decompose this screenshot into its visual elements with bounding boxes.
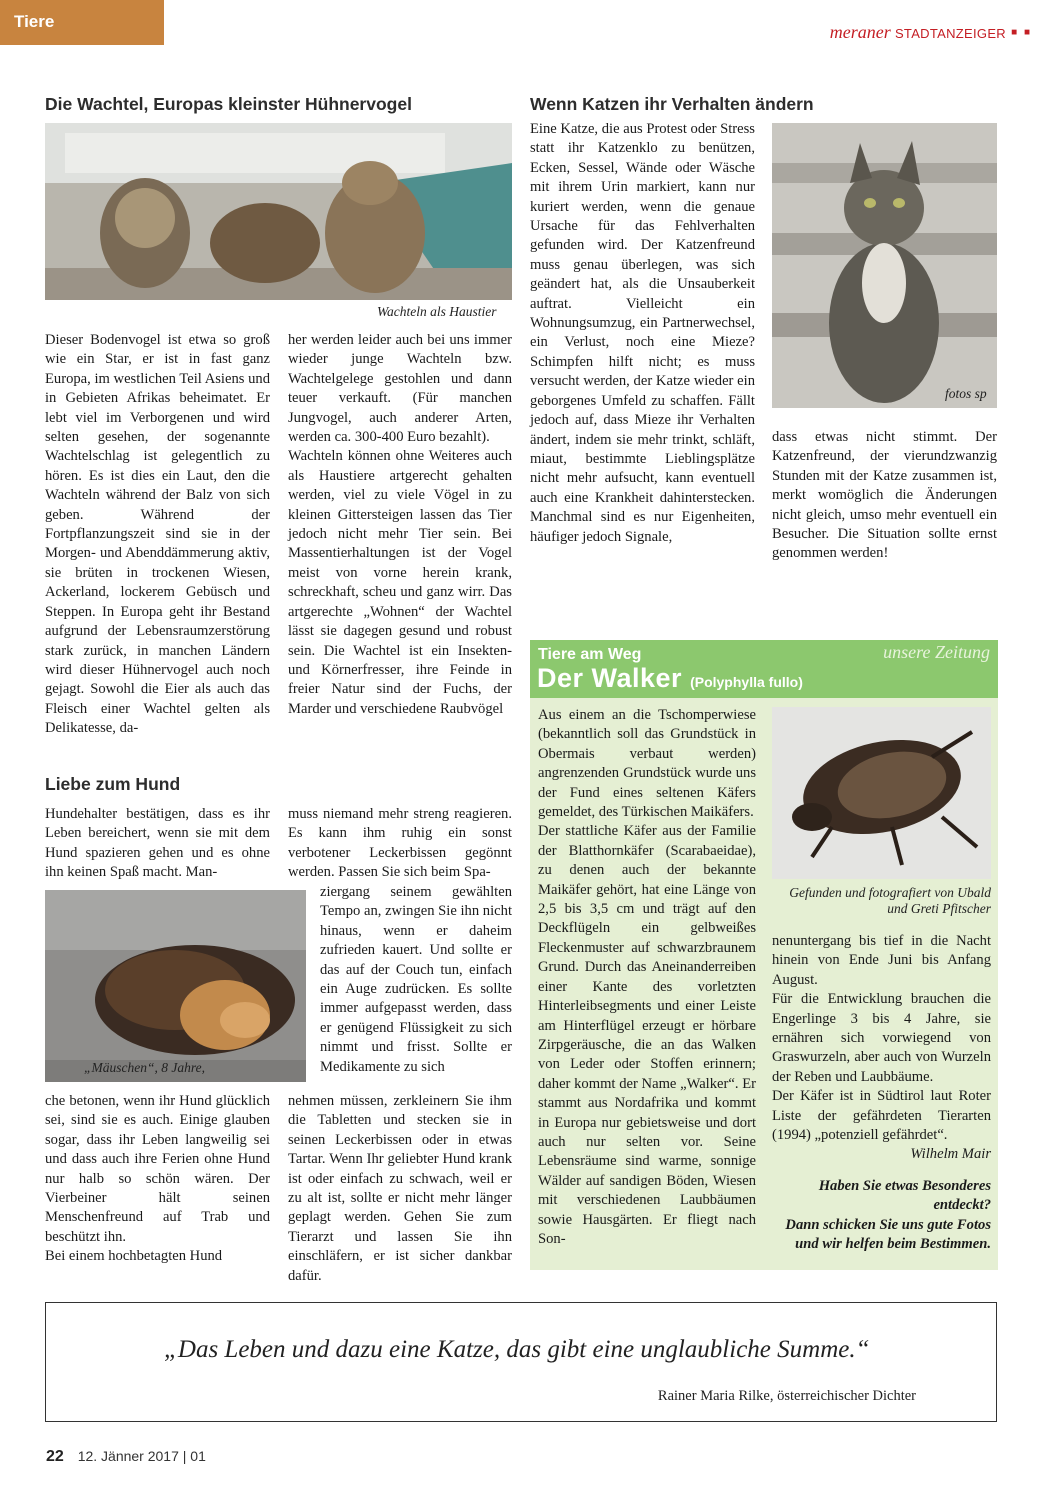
tiere-am-weg-kicker: Tiere am Weg <box>538 646 642 663</box>
wachtel-column-1: Dieser Bodenvogel ist etwa so groß wie ein Star, er ist in fast ganz Europa, im westlichen Teil Asiens und in Gebieten Afrikas beheimatet. Er lebt viel im Verborgenen und wird selten gesehen, der sogenannte Wachtelschlag ist gelegentlich zu hören. Es ist dies ein Laut, den die Wachteln während der Balz von sich geben. Während der Fortpflanzungszeit sind sie in der Morgen- und Abenddämmerung aktiv, sie brüten in trockenen Wiesen, Ackerland, lockerem Gebüsch und Steppen. In Europa geht ihr Bestand aufgrund der Lebensraumzerstörung stark zurück, in manchen Ländern wird dieser Hühnervogel auch noch gejagt. Sowohl die Eier als auch das Fleisch einer Wachtel gelten als Delikatesse, da- <box>45 332 270 737</box>
walker-column-1 <box>538 706 756 1249</box>
quote-author: Rainer Maria Rilke, österreichischer Dichter <box>657 1388 916 1404</box>
walker-title-text: Der Walker <box>537 663 683 693</box>
quote-box <box>45 1302 997 1422</box>
hund-column-2c: nehmen müssen, zerkleinern Sie ihm die Tabletten und stecken sie in seinen Leckerbissen oder in etwas Tartar. Wenn Ihr geliebter Hund krank ist oder einfach zu schwach, weil er zu alt ist, sollte er nicht mehr länger geplagt werden. Gehen Sie zum Tierarzt und lassen Sie ihn einschläfern, er ist sicher dankbar dafür. <box>288 1093 512 1284</box>
hund-column-2a: muss niemand mehr streng reagieren. Es kann ihm ruhig ein sonst verbotener Leckerbissen gegönnt werden. Passen Sie sich beim Spa- <box>288 806 512 881</box>
tiere-am-weg-header <box>530 640 998 698</box>
masthead-dots: ■ ■ <box>1011 27 1032 38</box>
katzen-headline: Wenn Katzen ihr Verhalten ändern <box>530 94 814 114</box>
hund-column-1b-text: che betonen, wenn ihr Hund glücklich sei, sind sie es auch. Einige glauben sogar, dass ihr Leben langweilig sei und dass auch ihre Ferien ohne Hund nur halb so schön wären. Der Vierbeiner hält seinen Menschenfreund auf Trab und beschützt ihn. <box>45 1093 270 1245</box>
beetle-photo <box>772 707 991 879</box>
hund-headline: Liebe zum Hund <box>45 774 181 794</box>
hund-column-1c-text: Bei einem hochbetagten Hund <box>45 1248 223 1265</box>
masthead-stadtanzeiger: STADTANZEIGER <box>894 26 1006 41</box>
wachtel-headline: Die Wachtel, Europas kleinster Hühnervogel <box>45 94 412 114</box>
quail-photo <box>45 123 512 300</box>
katzen-column-2: dass etwas nicht stimmt. Der Katzenfreund, der vierundzwanzig Stunden mit der Katze zusammen ist, merkt womöglich die Änderungen nicht gleich, umso mehr eventuell ein Besucher. Die Situation sollte ernst genommen werden! <box>772 429 997 562</box>
page-number: 22 <box>46 1448 64 1465</box>
masthead-meraner: meraner <box>829 22 891 42</box>
walker-column-2a-text: nenuntergang bis tief in die Nacht hinein von Ende Juni bis Anfang August. <box>772 933 991 988</box>
masthead-logo <box>830 22 1006 43</box>
walker-column-1b-text: Der stattliche Käfer aus der Familie der Blatthornkäfer (Scarabaeidae), zu denen auch der bekannte Maikäfer gehört, hat eine Länge von 2,5 bis 3,5 cm und trägt auf den Deckflügeln ein gelbweißes Fleckenmuster auf schwarzbraunem Grund. Durch das Aneinanderreiben einer Kante des vorletzten Hinterleibsegments und einer Leiste am Hinterflügel erzeugt er hörbare Zirpgeräusche, die an das Walken von Leder oder Stoffen erinnern; daher kommt der Name „Walker“. Er stammt aus Nordafrika und kommt in Europa nur gebietsweise und dort auch nur selten vor. Seine Lebensräume sind warme, sonnige Wälder auf sandigen Böden, Wiesen mit verschiedenen Laubbäumen sowie Hausgärten. Er fliegt nach Son- <box>538 823 756 1247</box>
wachtel-column-2 <box>288 331 512 719</box>
section-tab <box>0 0 164 45</box>
katzen-column-1: Eine Katze, die aus Protest oder Stress statt ihr Katzenklo zu benützen, Ecken, Sessel, Wände oder Wäsche mit ihrem Urin markiert, kann nur kuriert werden, wenn die genaue Ursache für das Fehlverhalten gefunden wird. Der Katzenfreund muss genau überlegen, was sich geändert hat, als die Unsauberkeit auftrat. Vielleicht ein Wohnungsumzug, ein Partnerwechsel, ein Verlust, noch eine Mieze? Schimpfen hilft nicht; es muss versucht werden, der Katze wieder ein geborgenes Umfeld zu schaffen. Fällt jedoch auf, dass Mieze ihr Verhalten ändert, indem sie mehr trinkt, schläft, miaut, bestimmte Lieblingsplätze nicht mehr aufsucht, kann eventuell auch eine Krankheit dahinterstecken. Manchmal sind es nur Eigenheiten, häufiger jedoch Signale, <box>530 121 755 545</box>
beetle-photo-caption: Gefunden und fotografiert von Ubald und Greti Pfitscher <box>789 885 991 916</box>
walker-title <box>537 663 803 694</box>
walker-ask-2: Dann schicken Sie uns gute Fotos und wir helfen beim Bestimmen. <box>785 1216 991 1253</box>
tiere-am-weg-box <box>530 640 998 1270</box>
walker-author: Wilhelm Mair <box>910 1146 991 1163</box>
unsere-zeitung-logo: unsere Zeitung <box>883 642 990 662</box>
walker-column-1a-text: Aus einem an die Tschomperwiese (bekanntlich soll das Grundstück in Obermais verbaut werden) angrenzenden Grundstück wurde uns der Fund eines seltenen Käfers gemeldet, des Türkischen Maikäfers. <box>538 707 756 821</box>
hund-column-2b: ziergang seinem gewählten Tempo an, zwingen Sie ihn nicht hinaus, wenn er daheim zufrieden kauert. Und sollte er das auf der Couch tun, einfach ein Auge zudrücken. Es sollte immer aufgepasst werden, dass er genügend Flüssigkeit zu sich nimmt und frisst. Sollte er Medikamente zu sich <box>320 884 512 1075</box>
quail-photo-caption: Wachteln als Haustier <box>377 304 497 319</box>
issue-date: 12. Jänner 2017 | 01 <box>77 1448 206 1464</box>
quote-text: „Das Leben und dazu eine Katze, das gibt eine unglaubliche Summe.“ <box>164 1336 870 1363</box>
walker-ask-1: Haben Sie etwas Besonderes entdeckt? <box>818 1177 991 1214</box>
wachtel-column-2-text: her werden leider auch bei uns immer wieder junge Wachteln bzw. Wachtelgelege gestohlen und dann teuer verkauft. (Für manchen Jungvogel, auch anderer Arten, werden ca. 300-400 Euro bezahlt). <box>288 332 512 446</box>
hund-column-1a: Hundehalter bestätigen, dass es ihr Leben bereichert, wenn sie mit dem Hund spazieren gehen und es ohne ihn keinen Spaß macht. Man- <box>45 806 270 881</box>
dog-photo <box>45 890 306 1082</box>
cat-photo-caption: fotos sp <box>945 386 987 401</box>
walker-latin-name: (Polyphylla fullo) <box>690 674 803 690</box>
hund-column-1b <box>45 1092 270 1267</box>
wachtel-column-2-text-b: Wachteln können ohne Weiteres auch als Haustiere artgerecht gehalten werden, viel zu viele Vögel in zu kleinen Gittersteigen lassen das Tier jedoch nicht mehr Tier sein. Bei Massentierhaltungen ist der Vogel meist von vorne herein krank, schreckhaft, scheu und ganz wirr. Das artgerechte „Wohnen“ der Wachtel lässt sie dagegen gesund und robust sein. Die Wachtel ist ein Insekten- und Körnerfresser, ihre Feinde in freier Natur sind der Fuchs, der Marder und verschiedene Raubvögel <box>288 448 512 717</box>
page-footer <box>46 1448 206 1466</box>
walker-column-2c-text: Der Käfer ist in Südtirol laut Roter Liste der gefährdeten Tierarten (1994) „potenziell gefährdet“. <box>772 1088 991 1144</box>
dog-photo-caption: „Mäuschen“, 8 Jahre, <box>84 1060 205 1075</box>
cat-photo <box>772 123 997 408</box>
walker-column-2 <box>772 932 991 1255</box>
walker-column-2b-text: Für die Entwicklung brauchen die Engerlinge 3 bis 4 Jahre, sie ernähren sich vorwiegend von Graswurzeln, aber auch von Wurzeln der Reben und Laubbäume. <box>772 991 991 1085</box>
section-label: Tiere <box>14 12 55 31</box>
